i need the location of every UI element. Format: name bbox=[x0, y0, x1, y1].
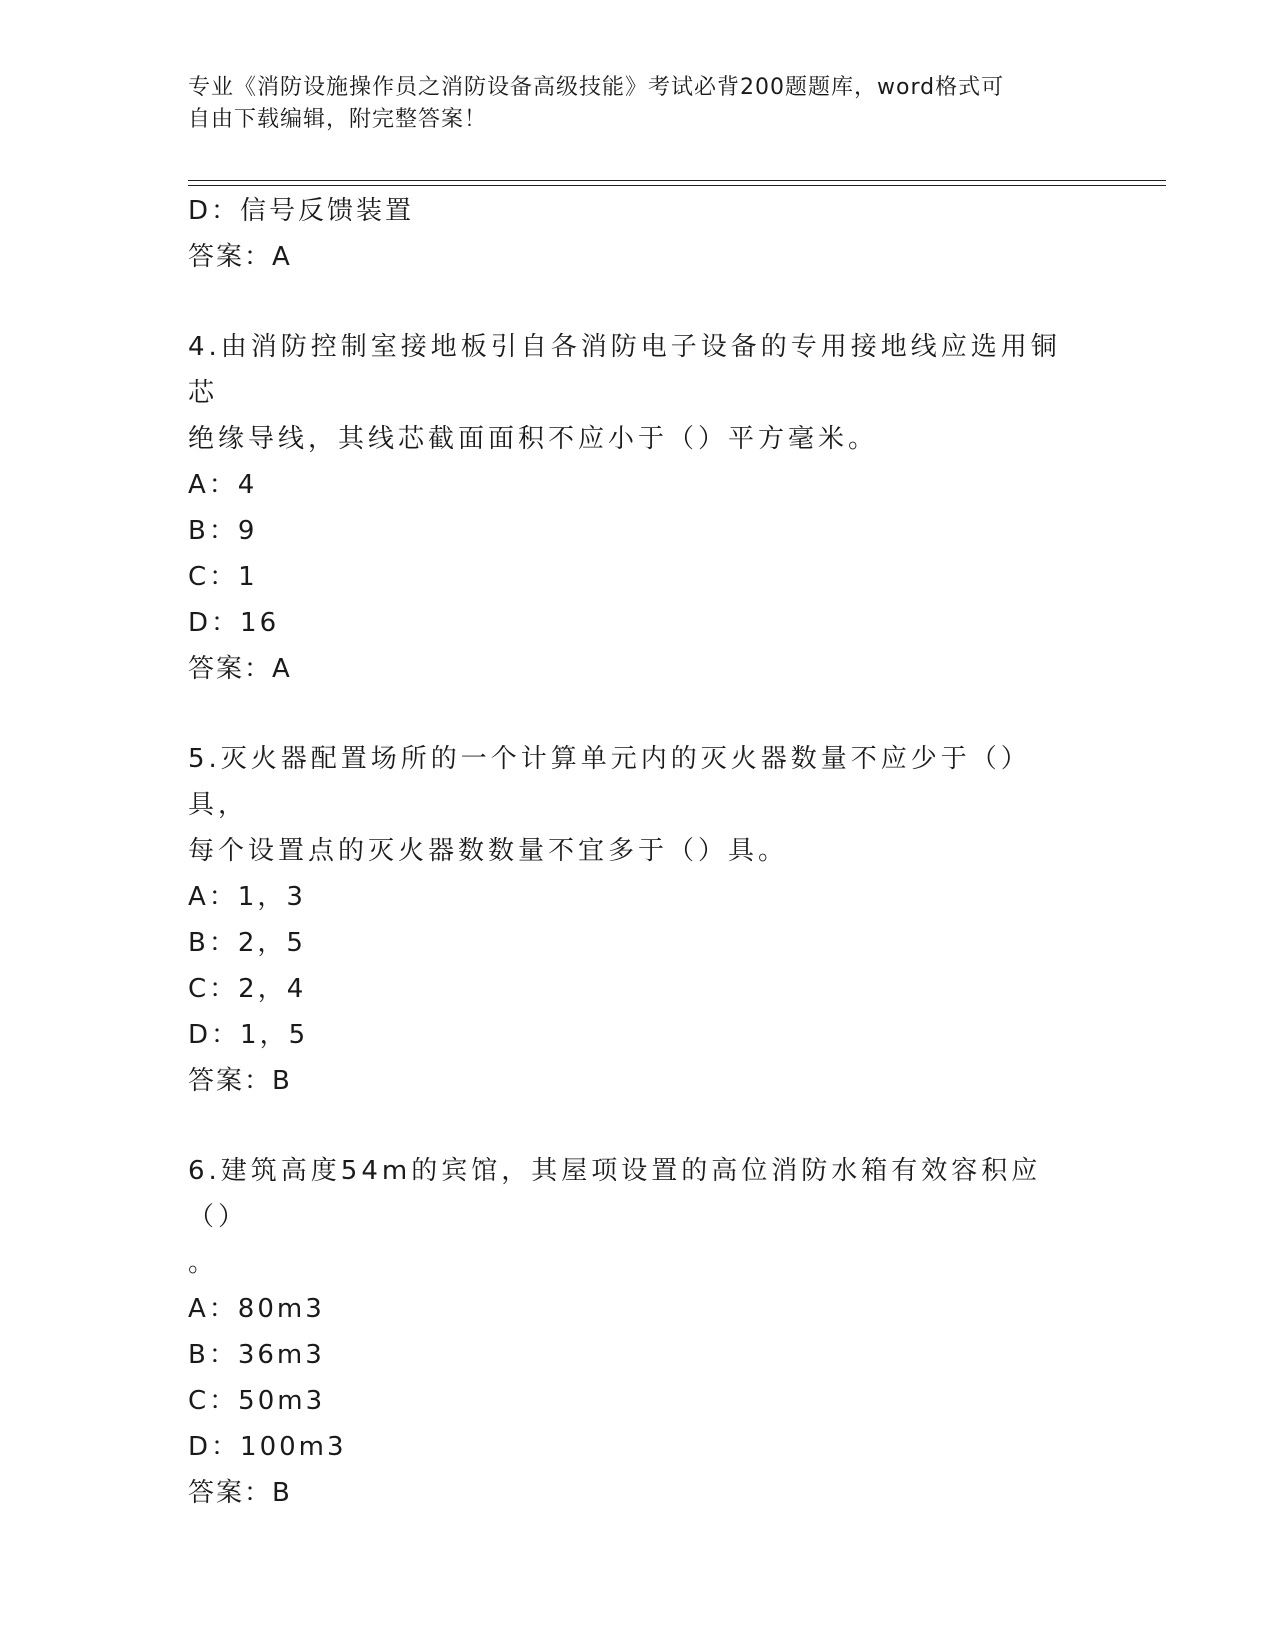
header-title-line2: 自由下载编辑，附完整答案！ bbox=[188, 107, 488, 132]
spacer bbox=[188, 280, 1088, 324]
answer: 答案：B bbox=[188, 1478, 292, 1508]
option-b: B：36m3 bbox=[188, 1340, 325, 1370]
header-divider-top bbox=[188, 180, 1166, 181]
option-c: C：1 bbox=[188, 562, 258, 592]
option-d: D：16 bbox=[188, 608, 280, 638]
option-a: A：4 bbox=[188, 470, 258, 500]
carryover-option-d: D：信号反馈装置 bbox=[188, 196, 415, 226]
option-b: B：2，5 bbox=[188, 928, 306, 958]
header-title-line1: 专业《消防设施操作员之消防设备高级技能》考试必背200题题库，word格式可 bbox=[188, 75, 1005, 100]
question-content bbox=[188, 188, 1088, 1516]
question-stem-line: 绝缘导线，其线芯截面面积不应小于（）平方毫米。 bbox=[188, 424, 879, 454]
question-stem-line: 。 bbox=[188, 1248, 219, 1278]
option-c: C：2，4 bbox=[188, 974, 307, 1004]
page-header bbox=[188, 72, 1068, 136]
option-a: A：80m3 bbox=[188, 1294, 325, 1324]
carryover-answer: 答案：A bbox=[188, 242, 292, 272]
question-stem-line: 6.建筑高度54m的宾馆，其屋项设置的高位消防水箱有效容积应（） bbox=[188, 1156, 1042, 1232]
question-stem-line: 5.灭火器配置场所的一个计算单元内的灭火器数量不应少于（）具， bbox=[188, 744, 1031, 820]
header-divider-bottom bbox=[188, 185, 1166, 186]
answer: 答案：A bbox=[188, 654, 292, 684]
question-stem-line: 每个设置点的灭火器数数量不宜多于（）具。 bbox=[188, 836, 789, 866]
question-5 bbox=[188, 736, 1088, 1104]
question-4 bbox=[188, 324, 1088, 692]
answer: 答案：B bbox=[188, 1066, 292, 1096]
question-6 bbox=[188, 1148, 1088, 1516]
spacer bbox=[188, 1104, 1088, 1148]
option-d: D：1，5 bbox=[188, 1020, 309, 1050]
question-stem-line: 4.由消防控制室接地板引自各消防电子设备的专用接地线应选用铜芯 bbox=[188, 332, 1061, 408]
option-b: B：9 bbox=[188, 516, 258, 546]
option-c: C：50m3 bbox=[188, 1386, 326, 1416]
option-d: D：100m3 bbox=[188, 1432, 347, 1462]
option-a: A：1，3 bbox=[188, 882, 306, 912]
spacer bbox=[188, 692, 1088, 736]
